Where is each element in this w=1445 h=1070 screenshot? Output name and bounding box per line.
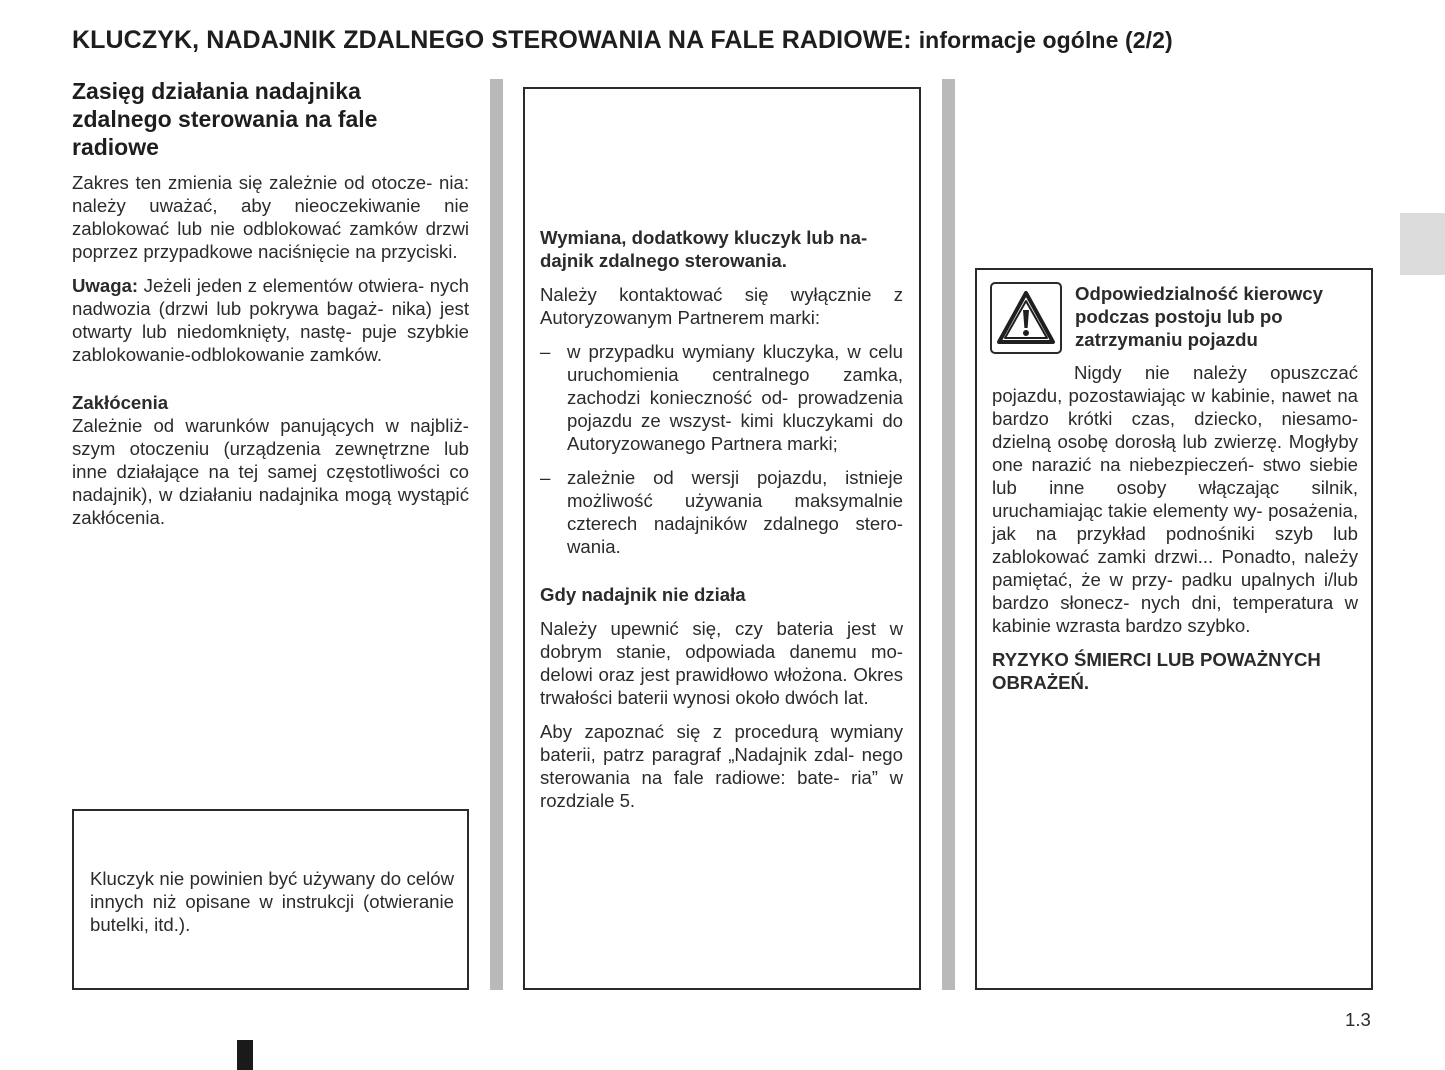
title-sub: informacje ogólne (2/2) <box>918 27 1173 53</box>
interference-heading: Zakłócenia <box>72 392 169 413</box>
column-divider-right <box>942 79 955 990</box>
column-divider-left <box>490 79 503 990</box>
list-item: – zależnie od wersji pojazdu, istnieje możliwość używania maksymalnie czterech nadajników zdalnego stero- wania. <box>540 467 903 557</box>
key-usage-note-box <box>72 809 469 990</box>
warning-triangle-icon <box>990 282 1062 354</box>
page-number: 1.3 <box>1345 1009 1371 1030</box>
warning-box <box>975 268 1373 990</box>
note-label: Uwaga: <box>72 275 139 296</box>
replacement-info-box <box>523 87 921 990</box>
warning-paragraph: Nigdy nie należy opuszczać pojazdu, pozostawiając w kabinie, nawet na bardzo krótki czas, dziecko, niesamo- dzielną osobę dorosłą lub zwierzę. Mogłyby one narazić na niebezpieczeń- stwo siebie lub inne osoby włączając silnik, uruchamiając takie elementy wy- posażenia, jak na przykład podnośniki szyb lub zablokować zamki drzwi... Ponadto, należy pamiętać, że w przy- padku upalnych i/lub bardzo słonecz- nych dni, temperatura w kabinie wzrasta bardzo szybko. <box>992 362 1359 636</box>
left-column <box>72 77 469 529</box>
transmitter-fault-heading: Gdy nadajnik nie działa <box>540 584 746 605</box>
key-usage-note: Kluczyk nie powinien być używany do celów innych niż opisane w instrukcji (otwieranie butelki, itd.). <box>90 868 454 935</box>
contact-paragraph: Należy kontaktować się wyłącznie z Autoryzowanym Partnerem marki: <box>540 284 903 328</box>
crop-mark <box>237 1040 253 1070</box>
replacement-heading: Wymiana, dodatkowy kluczyk lub na- dajnik zdalnego sterowania. <box>540 227 868 271</box>
chapter-tab <box>1400 213 1445 275</box>
interference-paragraph: Zależnie od warunków panujących w najbliż- szym otoczeniu (urządzenia zewnętrzne lub inne działające na tej samej częstotliwości co nadajnik), w działaniu nadajnika mogą wystąpić zakłócenia. <box>72 415 469 528</box>
range-paragraph: Zakres ten zmienia się zależnie od otocze- nia: należy uważać, aby nieoczekiwanie nie zablokować lub nie odblokować zamków drzwi poprzez przypadkowe naciśnięcie na przyciski. <box>72 172 469 262</box>
title-main: KLUCZYK, NADAJNIK ZDALNEGO STEROWANIA NA FALE RADIOWE: <box>72 26 912 54</box>
list-item: – w przypadku wymiany kluczyka, w celu uruchomienia centralnego zamka, zachodzi konieczność od- prowadzenia pojazdu ze wszyst- kimi kluczykami do Autoryzowanego Partnera marki; <box>540 341 904 454</box>
range-heading: Zasięg działania nadajnika zdalnego sterowania na fale radiowe <box>72 78 378 160</box>
note-paragraph: Uwaga: Jeżeli jeden z elementów otwiera- nych nadwozia (drzwi lub pokrywa bagaż- nika) jest otwarty lub niedomknięty, nastę- puje szybkie zablokowanie-odblokowanie zamków. <box>72 275 469 365</box>
page-title <box>72 26 1362 55</box>
warning-heading: Odpowiedzialność kierowcy podczas postoju lub po zatrzymaniu pojazdu <box>1075 283 1323 350</box>
battery-paragraph: Należy upewnić się, czy bateria jest w dobrym stanie, odpowiada danemu mo- delowi oraz jest prawidłowo włożona. Okres trwałości baterii wynosi około dwóch lat. <box>540 618 903 708</box>
danger-text: RYZYKO ŚMIERCI LUB POWAŻNYCH OBRAŻEŃ. <box>992 649 1321 693</box>
battery-procedure-paragraph: Aby zapoznać się z procedurą wymiany baterii, patrz paragraf „Nadajnik zdal- nego sterowania na fale radiowe: bate- ria” w rozdziale 5. <box>540 721 904 811</box>
